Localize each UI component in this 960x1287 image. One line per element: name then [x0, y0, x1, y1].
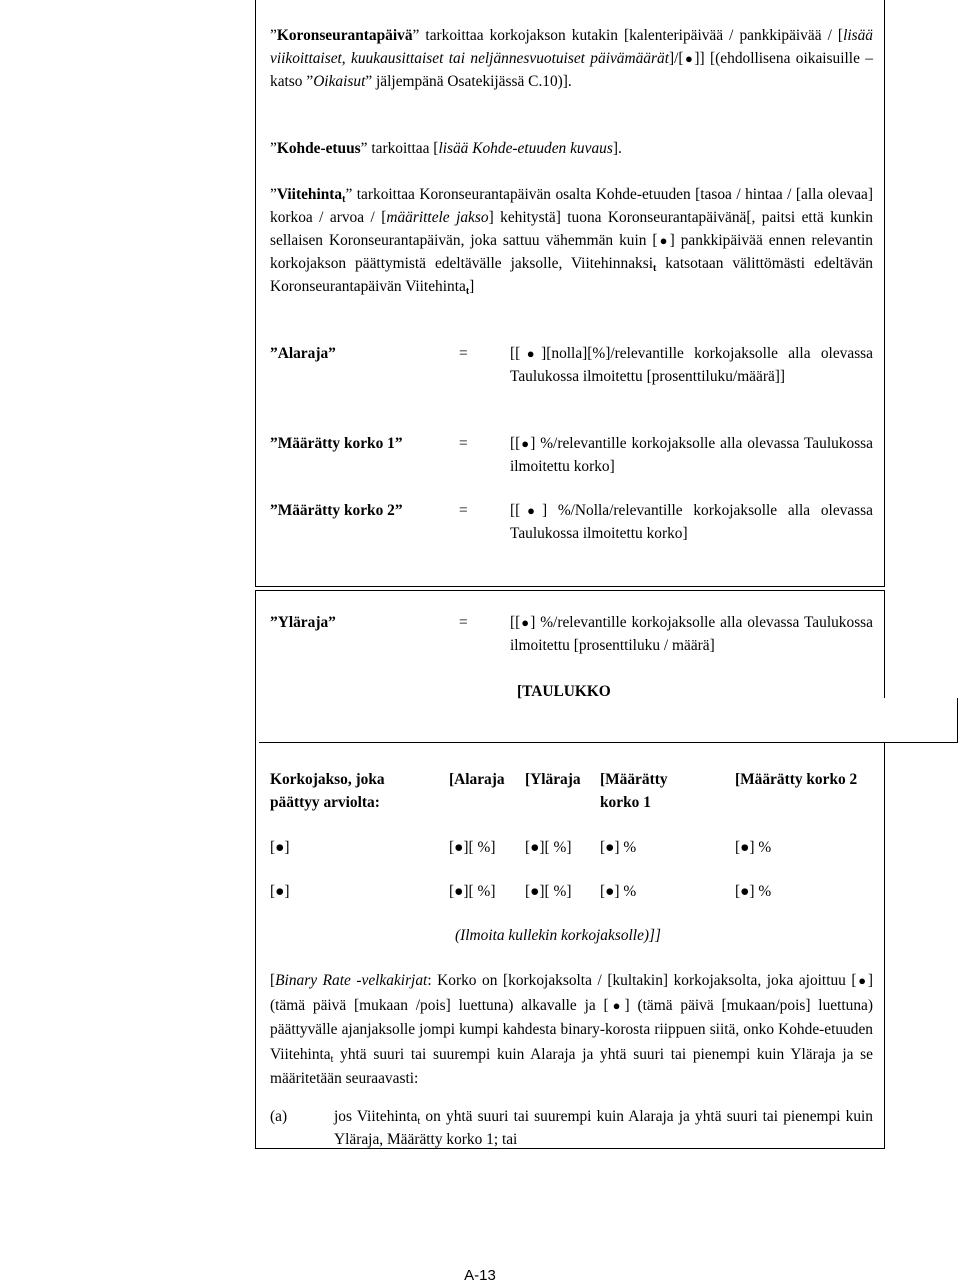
- def-eq-ylaraja: =: [459, 614, 468, 631]
- table-cell: [●][ %]: [525, 883, 572, 900]
- def-text-ylaraja: [[●] %/relevantille korkojaksolle alla olevassa Taulukossa ilmoitettu [prosenttiluku / määrä]: [510, 614, 873, 654]
- frame-left-mid: [255, 590, 256, 698]
- frame-table-top: [259, 742, 958, 743]
- table-header-korkojakso: Korkojakso, joka päättyy arviolta:: [270, 771, 385, 811]
- def-label-maaratty-korko-1: ”Määrätty korko 1”: [270, 435, 403, 452]
- frame-right-bottom: [884, 742, 885, 1148]
- table-header-alaraja: [Alaraja: [449, 771, 505, 788]
- table-cell: [●] %: [735, 883, 772, 900]
- frame-break-top: [255, 586, 885, 587]
- bullet-placeholder: ●: [657, 233, 670, 248]
- def-eq-maaratty-korko-2: =: [459, 502, 468, 519]
- page-number: A-13: [464, 1267, 496, 1284]
- def-eq-alaraja: =: [459, 345, 468, 362]
- frame-break-bottom: [255, 590, 885, 591]
- table-cell: [●][ %]: [449, 883, 496, 900]
- para-viitehinta: ”Viitehinta$_t$” tarkoittaa Koronseurantapäivän osalta Kohde-etuuden [tasoa / hintaa / [alla olevaa] korkoa / arvoa / [määrittele jakso] kehitystä] tuona Koronseurantapäivänä[, paitsi että kunkin sellaisen Koronseurantapäivän, joka sattuu vähemmän kuin [●] pankkipäivää ennen relevantin korkojakson päättymistä edeltävälle jaksolle, Viitehinnaksi$_t$ katsotaan välittömästi edeltävän Koronseurantapäivän Viitehinta$_t$]: [270, 186, 873, 297]
- term-koronseurantapaiva: Koronseurantapäivä: [276, 27, 413, 44]
- def-eq-maaratty-korko-1: =: [459, 435, 468, 452]
- table-header-ylaraja: [Yläraja: [525, 771, 581, 788]
- def-label-maaratty-korko-2: ”Määrätty korko 2”: [270, 502, 403, 519]
- frame-left-bottom: [255, 698, 256, 1148]
- table-title: [TAULUKKO: [517, 683, 611, 700]
- table-header-maaratty-korko-2: [Määrätty korko 2: [735, 771, 858, 788]
- term-kohde-etuus: Kohde-etuus: [276, 140, 361, 157]
- list-item: jos Viitehinta$_t$ on yhtä suuri tai suurempi kuin Alaraja ja yhtä suuri tai pienempi kuin Yläraja, Määrätty korko 1; tai: [334, 1108, 873, 1148]
- list-item-marker: (a): [270, 1108, 288, 1125]
- def-text-maaratty-korko-2: [[●] %/Nolla/relevantille korkojaksolle alla olevassa Taulukossa ilmoitettu korko]: [510, 502, 873, 542]
- table-cell: [●] %: [600, 839, 637, 856]
- table-header-maaratty-korko-1: [Määrätty korko 1: [600, 771, 668, 811]
- def-label-alaraja: ”Alaraja”: [270, 345, 336, 362]
- table-cell: [●] %: [735, 839, 772, 856]
- def-text-alaraja: [[●][nolla][%]/relevantille korkojaksolle alla olevassa Taulukossa ilmoitettu [prosenttiluku/määrä]]: [510, 345, 874, 385]
- para-koronseurantapaiva: ”Koronseurantapäivä” tarkoittaa korkojakson kutakin [kalenteripäivää / pankkipäivää / [lisää viikoittaiset, kuukausittaiset tai neljännesvuotuiset päivämäärät]/[●]] [(ehdollisena oikaisuille – katso ”Oikaisut” jäljempänä Osatekijässä C.10)].: [270, 27, 873, 90]
- def-text-maaratty-korko-1: [[●] %/relevantille korkojaksolle alla olevassa Taulukossa ilmoitettu korko]: [510, 435, 873, 475]
- frame-right-top: [884, 0, 885, 586]
- bullet-placeholder: ●: [683, 51, 695, 66]
- table-cell: [●] %: [600, 883, 637, 900]
- para-binary-rate: [Binary Rate -velkakirjat: Korko on [korkojaksolta / [kultakin] korkojaksolta, joka ajoittuu [●] (tämä päivä [mukaan /pois] luettuna) alkavalle ja [●] (tämä päivä [mukaan/pois] luettuna) päättyvälle ajanjaksolle jompi kumpi kahdesta binary-korosta riippuen siitä, onko Kohde-etuuden Viitehinta$_t$ yhtä suuri tai suurempi kuin Alaraja ja yhtä suuri tai pienempi kuin Yläraja ja se määritetään seuraavasti:: [270, 972, 874, 1087]
- def-label-ylaraja: ”Yläraja”: [270, 614, 336, 631]
- table-note: (Ilmoita kullekin korkojaksolle)]]: [455, 927, 662, 944]
- para-kohde-etuus: ”Kohde-etuus” tarkoittaa [lisää Kohde-etuuden kuvaus].: [270, 140, 622, 157]
- table-cell: [●]: [270, 839, 290, 856]
- table-cell: [●][ %]: [449, 839, 496, 856]
- frame-right-ext: [957, 698, 958, 742]
- frame-left-top: [255, 0, 256, 586]
- frame-right-mid: [884, 590, 885, 698]
- table-cell: [●]: [270, 883, 290, 900]
- table-cell: [●][ %]: [525, 839, 572, 856]
- term-viitehinta: Viitehinta: [276, 186, 343, 203]
